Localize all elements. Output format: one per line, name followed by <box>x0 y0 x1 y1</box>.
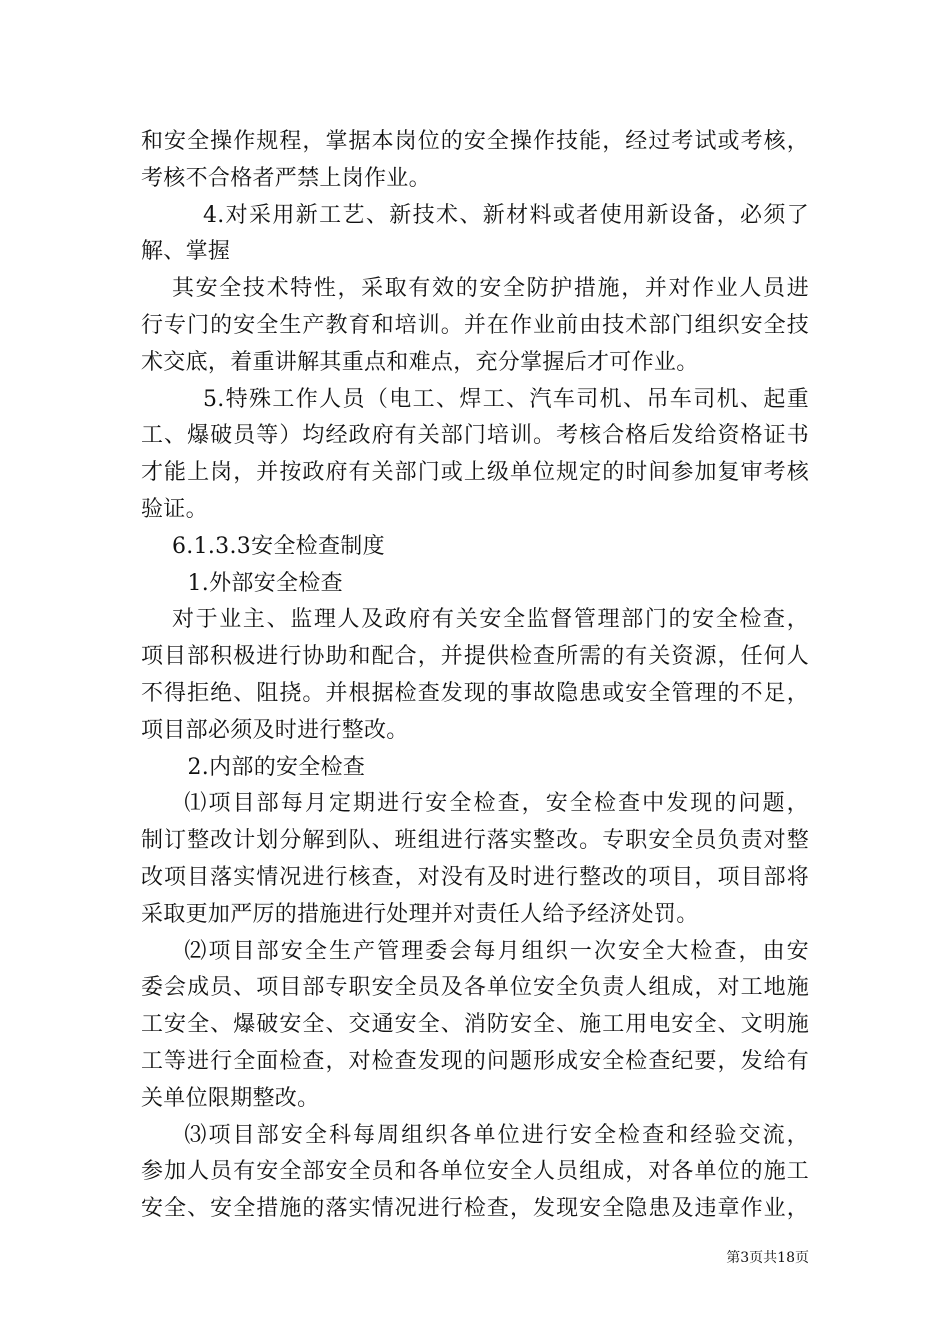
text-line: 行专门的安全生产教育和培训。并在作业前由技术部门组织安全技 <box>141 312 809 338</box>
text-line: 项目部积极进行协助和配合，并提供检查所需的有关资源，任何人 <box>141 644 809 670</box>
text-line: 4.对采用新工艺、新技术、新材料或者使用新设备，必须了 <box>203 202 809 228</box>
text-line: 关单位限期整改。 <box>141 1085 320 1111</box>
text-line: 验证。 <box>141 496 208 522</box>
text-line: 才能上岗，并按政府有关部门或上级单位规定的时间参加复审考核 <box>141 460 809 486</box>
text-line: 工安全、爆破安全、交通安全、消防安全、施工用电安全、文明施 <box>141 1012 809 1038</box>
text-line: 改项目落实情况进行核查，对没有及时进行整改的项目，项目部将 <box>141 864 809 890</box>
text-line: 考核不合格者严禁上岗作业。 <box>141 165 431 191</box>
text-line: 6.1.3.3安全检查制度 <box>172 533 385 559</box>
page-footer: 第3页共18页 <box>726 1250 809 1266</box>
text-line: ⑴项目部每月定期进行安全检查，安全检查中发现的问题， <box>184 791 809 817</box>
text-line: 参加人员有安全部安全员和各单位安全人员组成，对各单位的施工 <box>141 1159 809 1185</box>
text-line: 项目部必须及时进行整改。 <box>141 717 409 743</box>
document-body <box>141 124 809 1228</box>
text-line: 安全、安全措施的落实情况进行检查，发现安全隐患及违章作业， <box>141 1196 809 1222</box>
text-line: 1.外部安全检查 <box>187 570 343 596</box>
text-line: 2.内部的安全检查 <box>187 754 366 780</box>
text-line: 工、爆破员等）均经政府有关部门培训。考核合格后发给资格证书 <box>141 423 809 449</box>
text-line: 解、掌握 <box>141 239 231 265</box>
text-line: 其安全技术特性，采取有效的安全防护措施，并对作业人员进 <box>172 276 809 302</box>
text-line: ⑶项目部安全科每周组织各单位进行安全检查和经验交流， <box>184 1122 809 1148</box>
text-line: 对于业主、监理人及政府有关安全监督管理部门的安全检查， <box>172 607 809 633</box>
text-line: 制订整改计划分解到队、班组进行落实整改。专职安全员负责对整 <box>141 828 809 854</box>
text-line: 不得拒绝、阻挠。并根据检查发现的事故隐患或安全管理的不足， <box>141 680 809 706</box>
text-line: 5.特殊工作人员（电工、焊工、汽车司机、吊车司机、起重 <box>203 386 809 412</box>
text-line: ⑵项目部安全生产管理委会每月组织一次安全大检查，由安 <box>184 938 809 964</box>
text-line: 工等进行全面检查，对检查发现的问题形成安全检查纪要，发给有 <box>141 1048 809 1074</box>
text-line: 和安全操作规程，掌据本岗位的安全操作技能，经过考试或考核， <box>141 129 809 154</box>
text-line: 采取更加严厉的措施进行处理并对责任人给予经济处罚。 <box>141 901 699 927</box>
text-line: 委会成员、项目部专职安全员及各单位安全负责人组成，对工地施 <box>141 975 809 1001</box>
text-line: 术交底，着重讲解其重点和难点，充分掌握后才可作业。 <box>141 349 699 375</box>
